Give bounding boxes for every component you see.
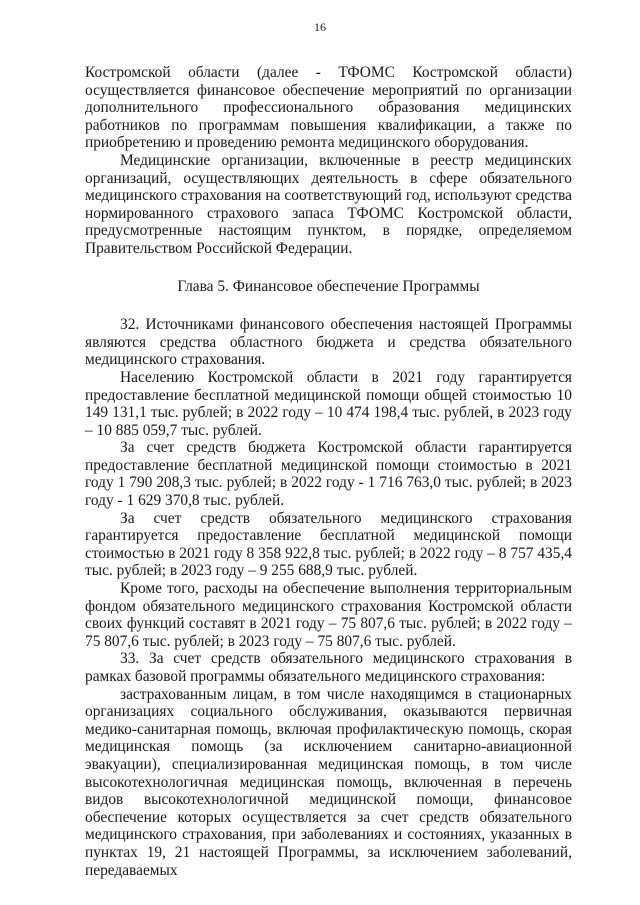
paragraph-continuation: Костромской области (далее - ТФОМС Костромской области) осуществляется финансовое обеспечение мероприятий по организации дополнительного профессионального образования медицинских работников по программам повышения квалификации, а также по приобретению и проведению ремонта медицинского оборудования.: [85, 64, 572, 152]
paragraph-32-sources: 32. Источниками финансового обеспечения настоящей Программы являются средства областного бюджета и средства обязательного медицинского страхования.: [85, 316, 572, 369]
document-body: [85, 64, 572, 879]
paragraph-regional-budget: За счет средств бюджета Костромской области гарантируется предоставление бесплатной медицинской помощи стоимостью в 2021 году 1 790 208,3 тыс. рублей; в 2022 году - 1 716 763,0 тыс. рублей; в 2023 году - 1 629 370,8 тыс. рублей.: [85, 439, 572, 510]
paragraph-fund-expenses: Кроме того, расходы на обеспечение выполнения территориальным фондом обязательного медицинского страхования Костромской области своих функций составят в 2021 году – 75 807,6 тыс. рублей; в 2022 году – 75 807,6 тыс. рублей; в 2023 году – 75 807,6 тыс. рублей.: [85, 580, 572, 650]
paragraph-reserve-fund: Медицинские организации, включенные в реестр медицинских организаций, осуществляющих деятельность в сфере обязательного медицинского страхования на соответствующий год, используют средства нормированного страхового запаса ТФОМС Костромской области, предусмотренные настоящим пунктом, в порядке, определяемом Правительством Российской Федерации.: [85, 151, 572, 257]
page-number: 16: [314, 20, 326, 34]
paragraph-oms-funds: За счет средств обязательного медицинского страхования гарантируется предоставление бесплатной медицинской помощи стоимостью в 2021 году 8 358 922,8 тыс. рублей; в 2022 году – 8 757 435,4 тыс. рублей; в 2023 году – 9 255 688,9 тыс. рублей.: [85, 509, 572, 580]
paragraph-total-cost: Населению Костромской области в 2021 году гарантируется предоставление бесплатной медицинской помощи общей стоимостью 10 149 131,1 тыс. рублей; в 2022 году – 10 474 198,4 тыс. рублей, в 2023 году – 10 885 059,7 тыс. рублей.: [85, 368, 572, 439]
chapter-title: Глава 5. Финансовое обеспечение Программы: [177, 277, 480, 295]
paragraph-33-basic-program: 33. За счет средств обязательного медицинского страхования в рамках базовой программы обязательного медицинского страхования:: [85, 650, 572, 685]
paragraph-insured-persons: застрахованным лицам, в том числе находящимся в стационарных организациях социального обслуживания, оказываются первичная медико-санитарная помощь, включая профилактическую помощь, скорая медицинская помощь (за исключением санитарно-авиационной эвакуации), специализированная медицинская помощь, в том числе высокотехнологичная медицинская помощь, включенная в перечень видов высокотехнологичной медицинской помощи, финансовое обеспечение которых осуществляется за счет средств обязательного медицинского страхования, при заболеваниях и состояниях, указанных в пунктах 19, 21 настоящей Программы, за исключением заболеваний, передаваемых: [85, 685, 572, 879]
